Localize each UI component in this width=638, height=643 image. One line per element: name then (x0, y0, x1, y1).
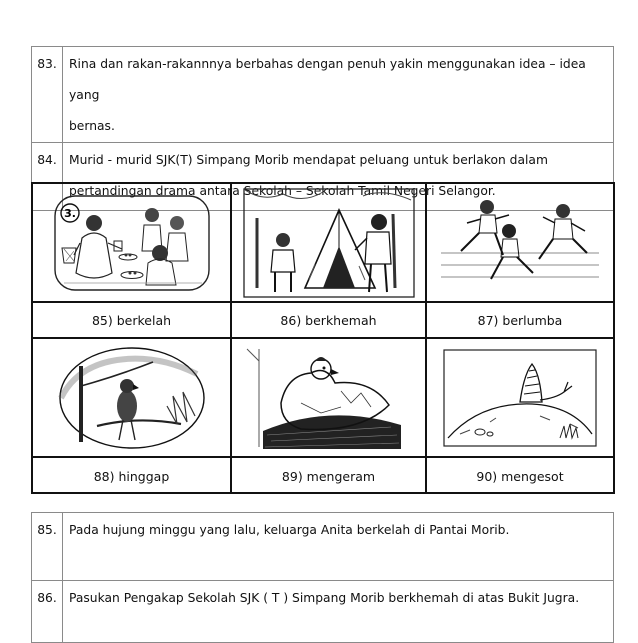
sentences-table-bottom (31, 512, 614, 643)
sentence-row-85 (32, 513, 614, 581)
running-race-icon (437, 193, 603, 293)
sentence-line: Rina dan rakan-rakannnya berbahas dengan penuh yakin menggunakan idea – idea yang (69, 57, 586, 102)
camping-image (232, 184, 427, 303)
sentence-text (63, 47, 614, 143)
bird-on-branch-icon (57, 346, 207, 450)
camping-tent-icon (243, 188, 415, 298)
word-label: 90) mengesot (476, 468, 564, 484)
sentence-line: Murid - murid SJK(T) Simpang Morib mendapat peluang untuk berlakon dalam (69, 153, 548, 167)
item-number: 83. (32, 47, 63, 143)
item-number: 85. (32, 513, 63, 581)
picnic-family-icon (52, 193, 212, 293)
label-cell (232, 458, 427, 494)
sentence-line: pertandingan drama antara Sekolah – Sekolah Tamil Negeri Selangor. (69, 184, 496, 198)
label-cell (427, 303, 613, 339)
label-cell (33, 303, 232, 339)
word-label: 89) mengeram (281, 468, 376, 484)
word-label: 85) berkelah (91, 312, 172, 328)
sentence-text: Pada hujung minggu yang lalu, keluarga Anita berkelah di Pantai Morib. (63, 513, 614, 581)
picnic-image (33, 184, 232, 303)
item-number: 86. (32, 581, 63, 643)
sentence-row-86 (32, 581, 614, 643)
hen-image (232, 339, 427, 458)
snail-crawling-icon (440, 346, 600, 450)
label-cell (427, 458, 613, 494)
snail-image (427, 339, 613, 458)
sentence-line: bernas. (69, 119, 115, 133)
item-number: 84. (32, 143, 63, 211)
word-label: 87) berlumba (477, 312, 563, 328)
sentence-text: Pasukan Pengakap Sekolah SJK ( T ) Simpang Morib berkhemah di atas Bukit Jugra. (63, 581, 614, 643)
picnic-tag: 3. (63, 206, 76, 220)
picture-grid (31, 182, 615, 494)
race-image (427, 184, 613, 303)
hen-nesting-icon (241, 343, 417, 453)
word-label: 86) berkhemah (280, 312, 377, 328)
label-cell (232, 303, 427, 339)
sentence-row-83 (32, 47, 614, 143)
bird-image (33, 339, 232, 458)
label-cell (33, 458, 232, 494)
word-label: 88) hinggap (93, 468, 170, 484)
